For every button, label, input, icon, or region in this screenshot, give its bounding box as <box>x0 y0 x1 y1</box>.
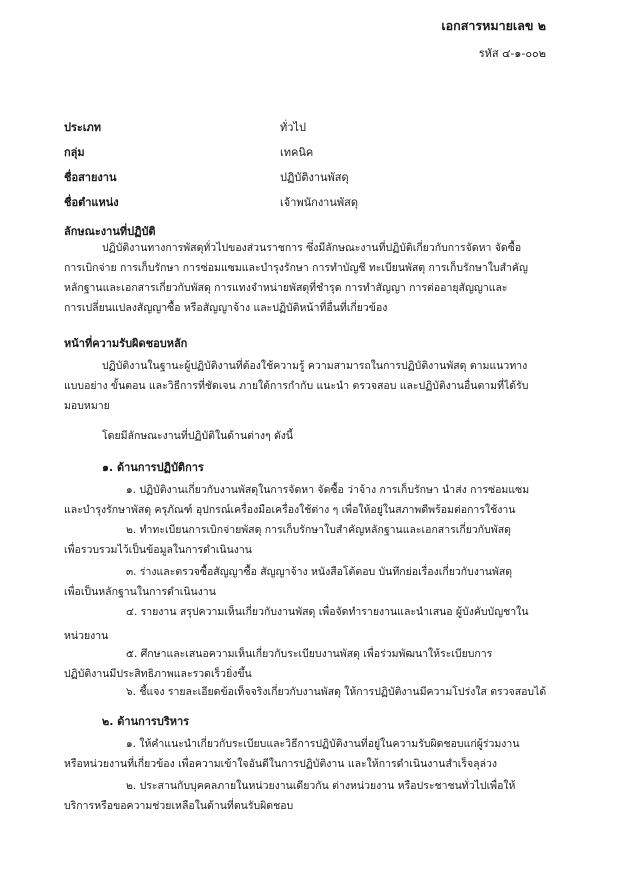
item-line: เพื่อรวบรวมไว้เป็นข้อมูลในการดำเนินงาน <box>64 544 252 556</box>
field-line-of-work <box>64 168 534 190</box>
field-group-label: กลุ่ม <box>64 146 85 159</box>
field-position-label: ชื่อตำแหน่ง <box>64 196 119 209</box>
item-line: บริการหรือขอความช่วยเหลือในด้านที่ตนรับผิดชอบ <box>64 800 294 812</box>
item-line: ๑. ให้คำแนะนำเกี่ยวกับระเบียบและวิธีการปฏิบัติงานที่อยู่ในความรับผิดชอบแก่ผู้ร่วมงาน <box>126 738 520 750</box>
document-number: เอกสารหมายเลข ๒ <box>441 18 546 33</box>
list-item <box>64 682 550 702</box>
section-heading-responsibilities: หน้าที่ความรับผิดชอบหลัก <box>64 337 188 350</box>
field-group-value: เทคนิค <box>280 146 314 159</box>
paragraph-line: การเปลี่ยนแปลงสัญญาซื้อ หรือสัญญาจ้าง และปฏิบัติหน้าที่อื่นที่เกี่ยวข้อง <box>64 302 388 314</box>
field-group <box>64 143 534 165</box>
list-item <box>64 602 550 646</box>
item-line: หน่วยงาน <box>64 630 109 642</box>
item-line: ๕. ศึกษาและเสนอความเห็นเกี่ยวกับระเบียบงานพัสดุ เพื่อร่วมพัฒนาให้ระเบียบการ <box>126 648 493 660</box>
subsection-heading-operations: ๑. ด้านการปฏิบัติการ <box>102 461 204 474</box>
item-line: ปฏิบัติงานมีประสิทธิภาพและรวดเร็วยิ่งขึ้น <box>64 668 252 680</box>
list-item <box>64 776 550 816</box>
field-line-of-work-value: ปฏิบัติงานพัสดุ <box>280 171 349 184</box>
list-item <box>64 644 550 684</box>
field-position-value: เจ้าพนักงานพัสดุ <box>280 196 358 209</box>
item-line: และบำรุงรักษาพัสดุ ครุภัณฑ์ อุปกรณ์เครื่องมือเครื่องใช้ต่าง ๆ เพื่อให้อยู่ในสภาพดีพร้อมต่อการใช้งาน <box>64 504 516 516</box>
paragraph-line: การเบิกจ่าย การเก็บรักษา การซ่อมแซมและบำรุงรักษา การทำบัญชี ทะเบียนพัสดุ การเก็บรักษาใบสำคัญ <box>64 262 528 274</box>
item-line: ๓. ร่างและตรวจซื้อสัญญาซื้อ สัญญาจ้าง หนังสือโต้ตอบ บันทึกย่อเรื่องเกี่ยวกับงานพัสดุ <box>126 566 513 578</box>
item-line: ๒. ประสานกับบุคคลภายในหน่วยงานเดียวกัน ต่างหน่วยงาน หรือประชาชนทั่วไปเพื่อให้ <box>126 780 516 792</box>
field-line-of-work-label: ชื่อสายงาน <box>64 171 117 184</box>
responsibilities-intro <box>64 426 550 446</box>
list-item <box>64 562 550 602</box>
job-description-paragraph <box>64 238 550 318</box>
paragraph-line: โดยมีลักษณะงานที่ปฏิบัติในด้านต่างๆ ดังนี้ <box>102 430 294 442</box>
field-type <box>64 118 534 140</box>
item-line: ๒. ทำทะเบียนการเบิกจ่ายพัสดุ การเก็บรักษาใบสำคัญหลักฐานและเอกสารเกี่ยวกับพัสดุ <box>126 524 511 536</box>
section-heading-job-description: ลักษณะงานที่ปฏิบัติ <box>64 225 156 238</box>
item-line: ๖. ชี้แจง รายละเอียดข้อเท็จจริงเกี่ยวกับงานพัสดุ ให้การปฏิบัติงานมีความโปร่งใส ตรวจสอบได้ <box>126 686 547 698</box>
paragraph-line: แบบอย่าง ขั้นตอน และวิธีการที่ชัดเจน ภายใต้การกำกับ แนะนำ ตรวจสอบ และปฏิบัติงานอื่นตามที่ได้รับ <box>64 380 529 392</box>
list-item <box>64 734 550 774</box>
item-line: ๑. ปฏิบัติงานเกี่ยวกับงานพัสดุในการจัดหา จัดซื้อ ว่าจ้าง การเก็บรักษา นำส่ง การซ่อมแซม <box>126 484 530 496</box>
document-code: รหัส ๔-๑-๐๐๒ <box>478 47 546 60</box>
list-item <box>64 520 550 560</box>
item-line: เพื่อเป็นหลักฐานในการดำเนินงาน <box>64 586 216 598</box>
paragraph-line: ปฏิบัติงานในฐานะผู้ปฏิบัติงานที่ต้องใช้ความรู้ ความสามารถในการปฏิบัติงานพัสดุ ตามแนวทาง <box>102 360 528 372</box>
item-line: หรือหน่วยงานที่เกี่ยวข้อง เพื่อความเข้าใจอันดีในการปฏิบัติงาน และให้การดำเนินงานสำเร็จลุล่วง <box>64 758 498 770</box>
responsibilities-paragraph <box>64 356 550 416</box>
item-line: ๔. รายงาน สรุปความเห็นเกี่ยวกับงานพัสดุ เพื่อจัดทำรายงานและนำเสนอ ผู้บังคับบัญชาใน <box>126 606 529 618</box>
field-type-value: ทั่วไป <box>280 121 306 134</box>
subsection-heading-management: ๒. ด้านการบริหาร <box>102 715 190 728</box>
list-item <box>64 480 550 520</box>
field-type-label: ประเภท <box>64 121 102 134</box>
field-position <box>64 193 534 215</box>
paragraph-line: มอบหมาย <box>64 400 110 412</box>
paragraph-line: หลักฐานและเอกสารเกี่ยวกับพัสดุ การแทงจำหน่ายพัสดุที่ชำรุด การทำสัญญา การต่ออายุสัญญาและ <box>64 282 508 294</box>
paragraph-line: ปฏิบัติงานทางการพัสดุทั่วไปของส่วนราชการ ซึ่งมีลักษณะงานที่ปฏิบัติเกี่ยวกับการจัดหา จัดซื้อ <box>102 242 522 254</box>
